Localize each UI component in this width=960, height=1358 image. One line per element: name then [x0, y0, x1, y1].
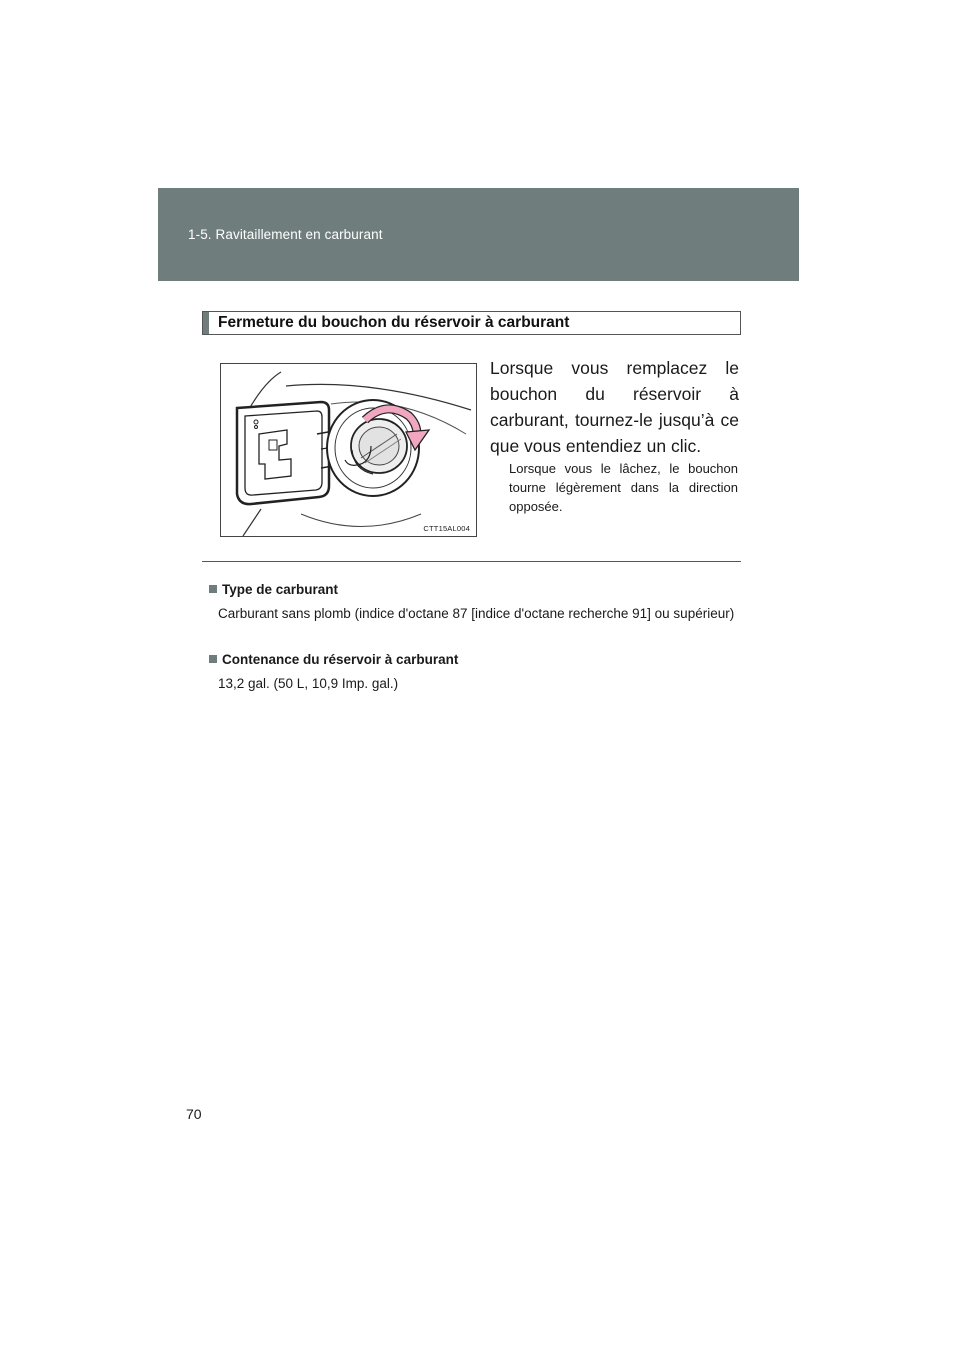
info-item-title: Contenance du réservoir à carburant	[222, 652, 459, 667]
section-title-box	[202, 311, 741, 335]
info-item-fuel-type	[209, 580, 739, 624]
title-accent-bar	[203, 312, 209, 334]
square-bullet-icon	[209, 585, 217, 593]
main-instruction: Lorsque vous remplacez le bouchon du réservoir à carburant, tournez-le jusqu’à ce que vous entendiez un clic.	[490, 358, 739, 456]
instruction-note: Lorsque vous le lâchez, le bouchon tourne légèrement dans la direction opposée.	[509, 461, 738, 514]
info-item-text: Carburant sans plomb (indice d'octane 87 [indice d'octane recherche 91] ou supérieur)	[218, 606, 735, 621]
square-bullet-icon	[209, 655, 217, 663]
section-title: Fermeture du bouchon du réservoir à carburant	[218, 314, 570, 331]
info-item-heading	[209, 580, 739, 599]
section-divider	[202, 561, 741, 562]
section-label: 1-5. Ravitaillement en carburant	[188, 227, 383, 242]
page-number: 70	[186, 1106, 202, 1122]
fuel-cap-drawing	[221, 364, 477, 537]
fuel-cap-illustration	[220, 363, 477, 537]
info-item-title: Type de carburant	[222, 582, 339, 597]
info-item-text: 13,2 gal. (50 L, 10,9 Imp. gal.)	[218, 676, 399, 691]
info-item-tank-capacity	[209, 650, 739, 694]
header-band	[158, 188, 799, 281]
figure-code: CTT15AL004	[423, 524, 470, 533]
info-item-heading	[209, 650, 739, 669]
